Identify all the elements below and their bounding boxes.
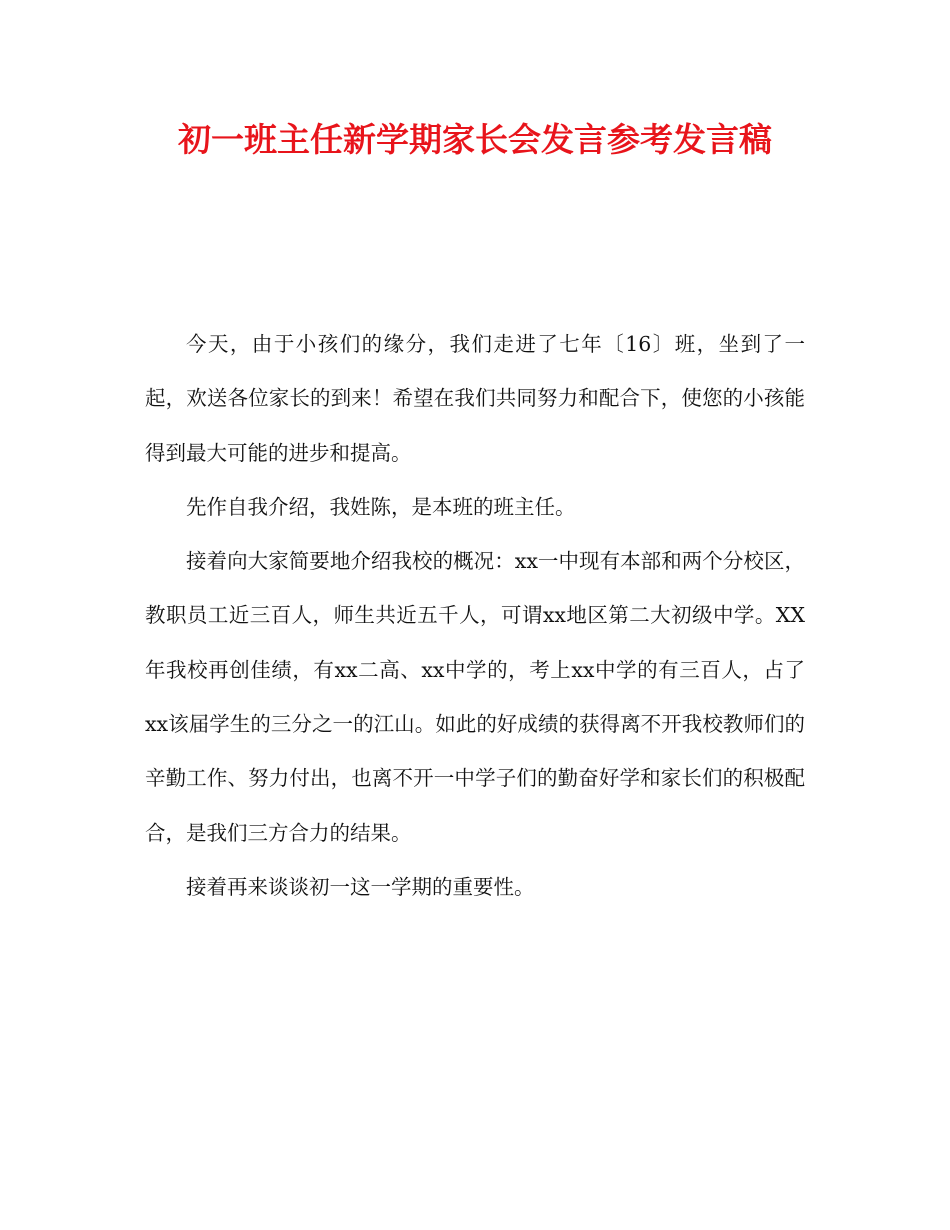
document-title: 初一班主任新学期家长会发言参考发言稿 [178, 120, 772, 159]
paragraph-school-overview: 接着向大家简要地介绍我校的概况：xx一中现有本部和两个分校区，教职员工近三百人，师生共近五千人，可谓xx地区第二大初级中学。XX年我校再创佳绩，有xx二高、xx中学的，考上xx中学的有三百人，占了xx该届学生的三分之一的江山。如此的好成绩的获得离不开我校教师们的辛勤工作、努力付出，也离不开一中学子们的勤奋好学和家长们的积极配合，是我们三方合力的结果。 [145, 549, 805, 845]
paragraph-intro: 今天，由于小孩们的缘分，我们走进了七年〔16〕班，坐到了一起，欢送各位家长的到来！希望在我们共同努力和配合下，使您的小孩能得到最大可能的进步和提高。 [145, 332, 805, 465]
document-body [145, 317, 805, 914]
paragraph-self-introduction: 先作自我介绍，我姓陈，是本班的班主任。 [186, 494, 576, 519]
paragraph-semester-importance: 接着再来谈谈初一这一学期的重要性。 [186, 874, 535, 899]
